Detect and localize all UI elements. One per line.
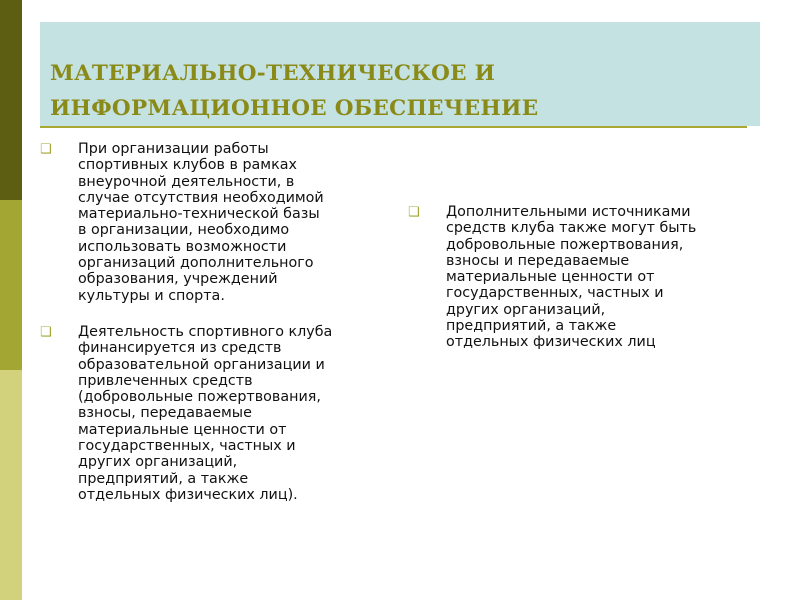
list-item <box>40 324 390 503</box>
side-strip-dark <box>0 0 22 200</box>
bullet-text: Деятельность спортивного клуба финансируется из средств образовательной организации и привлеченных средств (добровольные пожертвования, взносы, передаваемые материальные ценности от государственных, частных и других организаций, предприятий, а также отдельных физических лиц). <box>78 323 333 503</box>
title-underline <box>40 126 747 128</box>
square-bullet-icon: ❑ <box>40 142 52 157</box>
bullet-text: Дополнительными источниками средств клуба также могут быть добровольные пожертвования, взносы и передаваемые материальные ценности от государственных, частных и других организаций, предприятий, а также отдельных физических лиц <box>446 204 697 351</box>
bullet-text: При организации работы спортивных клубов в рамках внеурочной деятельности, в случае отсутствия необходимой материально-технической базы в организации, необходимо использовать возможности организаций дополнительного образования, учреждений культуры и спорта. <box>78 141 324 304</box>
side-strip-light <box>0 370 22 600</box>
slide-title: МАТЕРИАЛЬНО-ТЕХНИЧЕСКОЕ И ИНФОРМАЦИОННОЕ ОБЕСПЕЧЕНИЕ <box>50 61 539 121</box>
side-strip-mid <box>0 200 22 370</box>
right-column <box>408 204 748 371</box>
left-column <box>40 141 390 523</box>
square-bullet-icon: ❑ <box>408 205 420 220</box>
list-item <box>408 204 748 351</box>
square-bullet-icon: ❑ <box>40 324 52 340</box>
list-item <box>40 141 390 304</box>
